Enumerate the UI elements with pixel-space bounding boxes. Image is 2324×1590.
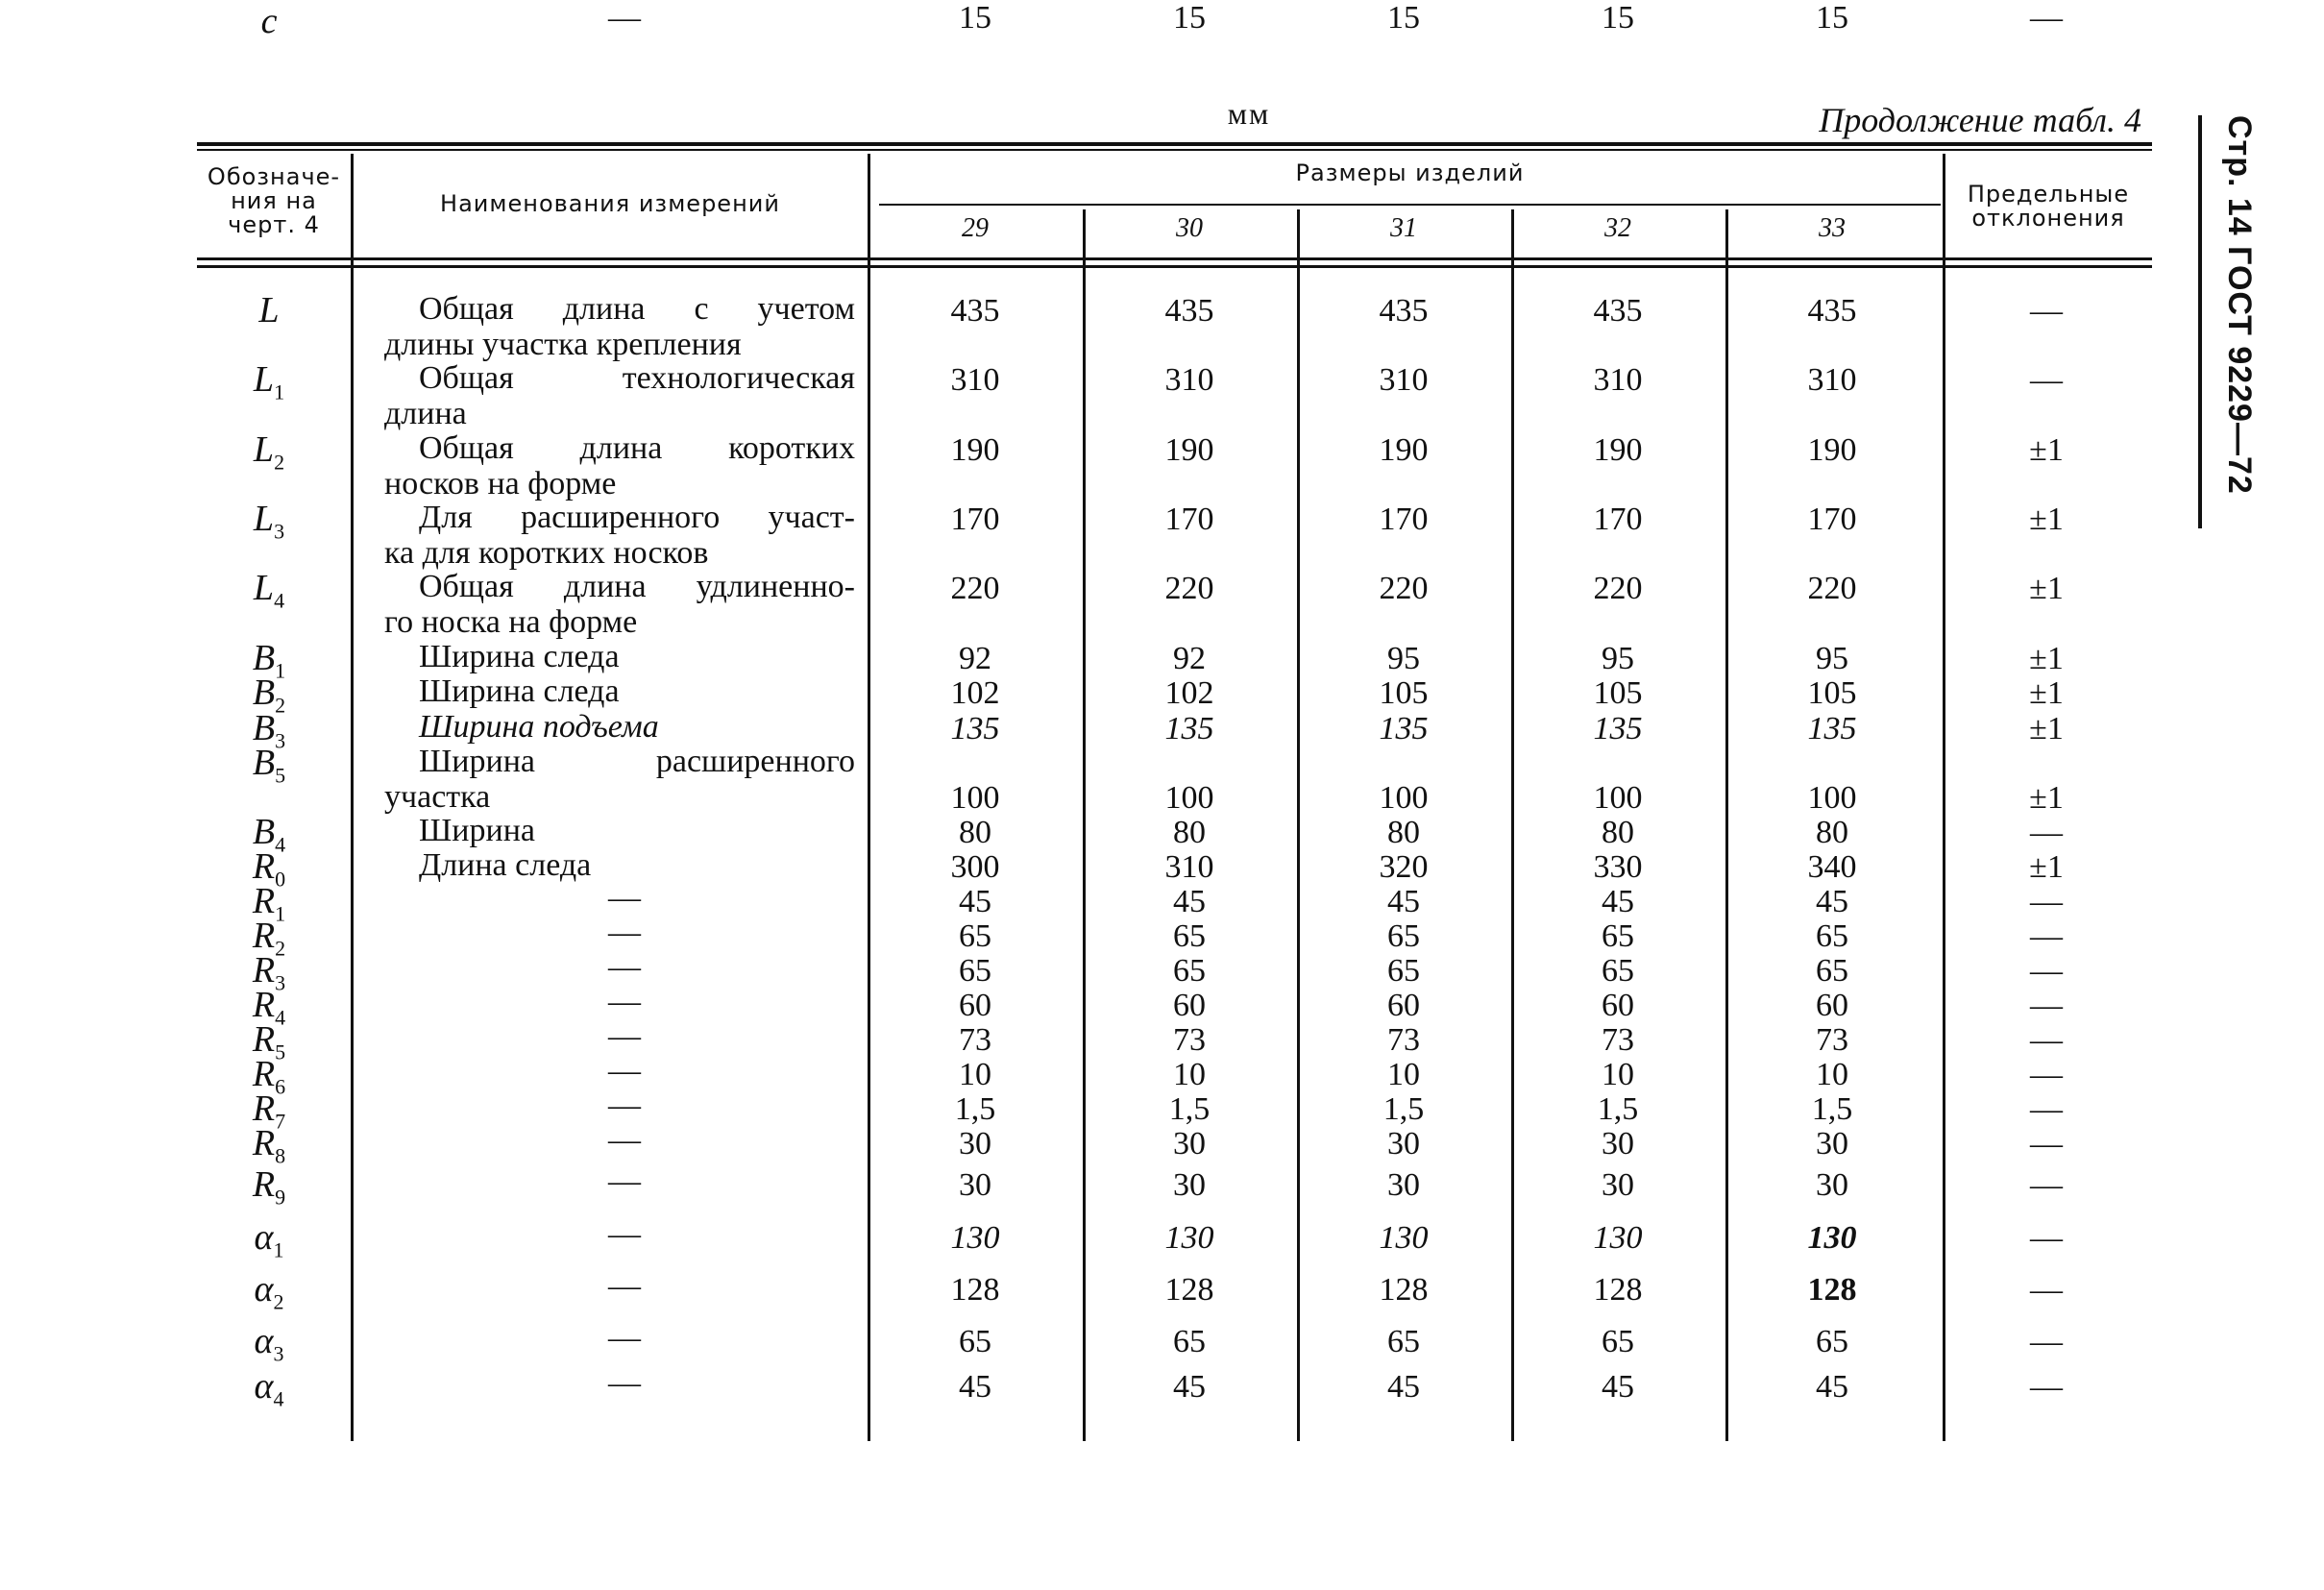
value-size-33: 340 (1807, 849, 1857, 885)
value-size-29: 45 (959, 884, 991, 919)
value-size-29: 80 (959, 815, 991, 850)
value-size-31: 435 (1379, 293, 1429, 329)
value-size-29: 30 (959, 1126, 991, 1162)
value-size-32: 330 (1593, 849, 1643, 885)
value-size-29: 65 (959, 953, 991, 989)
row-designation (216, 567, 322, 614)
value-size-30: 10 (1173, 1057, 1206, 1092)
row-measurement-name: Длина следа (419, 847, 592, 883)
measurement-word: с (694, 291, 709, 327)
value-size-33: 130 (1807, 1220, 1857, 1256)
value-size-32: 30 (1602, 1126, 1634, 1162)
value-size-33: 45 (1816, 884, 1848, 919)
designation-subscript: 3 (273, 1341, 284, 1366)
value-size-30: 60 (1173, 988, 1206, 1023)
designation-symbol: R (252, 1054, 276, 1094)
row-deviation: — (2030, 953, 2063, 989)
value-size-30: 45 (1173, 884, 1206, 919)
designation-subscript: 4 (273, 1386, 284, 1411)
value-size-31: 65 (1387, 918, 1420, 954)
measurement-word: длина (579, 430, 663, 466)
value-size-29: 60 (959, 988, 991, 1023)
row-measurement-name (384, 744, 855, 815)
value-size-31: 128 (1379, 1272, 1429, 1308)
value-size-31: 15 (1387, 0, 1420, 36)
value-size-31: 95 (1387, 641, 1420, 676)
header-deviation-line-2: отклонения (1971, 205, 2125, 232)
value-size-32: 310 (1593, 362, 1643, 398)
value-size-30: 435 (1164, 293, 1214, 329)
designation-symbol: R (252, 1123, 276, 1163)
row-measurement-dash: — (608, 984, 641, 1019)
designation-symbol: c (260, 1, 278, 41)
row-measurement-name: Ширина (419, 813, 535, 848)
row-measurement-name (384, 569, 855, 640)
row-measurement-dash: — (608, 1053, 641, 1089)
value-size-32: 170 (1593, 501, 1643, 537)
designation-symbol: B (252, 812, 276, 852)
value-size-32: 190 (1593, 432, 1643, 468)
designation-subscript: 1 (275, 901, 286, 926)
col-divider-6 (1725, 209, 1728, 1441)
value-size-31: 30 (1387, 1126, 1420, 1162)
designation-subscript: 1 (274, 379, 285, 404)
value-size-33: 30 (1816, 1167, 1848, 1203)
value-size-32: 15 (1602, 0, 1634, 36)
row-measurement-dash: — (608, 880, 641, 916)
value-size-33: 60 (1816, 988, 1848, 1023)
measurement-name-line-2: длины участка крепления (384, 327, 742, 362)
value-size-29: 10 (959, 1057, 991, 1092)
measurement-word: Для (419, 500, 473, 535)
value-size-30: 1,5 (1168, 1091, 1211, 1127)
value-size-32: 105 (1593, 675, 1643, 711)
value-size-31: 220 (1379, 571, 1429, 606)
value-size-33: 1,5 (1811, 1091, 1853, 1127)
value-size-33: 100 (1807, 780, 1857, 816)
row-designation (216, 1365, 322, 1412)
designation-subscript: 1 (273, 1237, 284, 1262)
value-size-32: 128 (1593, 1272, 1643, 1308)
value-size-29: 220 (950, 571, 1000, 606)
value-size-31: 105 (1379, 675, 1429, 711)
value-size-31: 190 (1379, 432, 1429, 468)
value-size-32: 135 (1593, 711, 1643, 746)
row-measurement-dash: — (608, 915, 641, 950)
row-measurement-name: Ширина следа (419, 639, 620, 674)
row-deviation: — (2030, 0, 2063, 36)
value-size-31: 30 (1387, 1167, 1420, 1203)
measurement-name-line-2: носков на форме (384, 466, 617, 501)
measurement-name-line-1 (384, 744, 855, 779)
designation-subscript: 0 (275, 867, 286, 892)
value-size-29: 310 (950, 362, 1000, 398)
value-size-29: 100 (950, 780, 1000, 816)
table-top-rule (197, 142, 2152, 146)
header-deviation-line-1: Предельные (1967, 181, 2130, 208)
value-size-31: 45 (1387, 884, 1420, 919)
value-size-31: 135 (1379, 711, 1429, 746)
row-measurement-dash: — (608, 1320, 641, 1356)
designation-subscript: 3 (274, 519, 285, 544)
value-size-33: 190 (1807, 432, 1857, 468)
value-size-31: 170 (1379, 501, 1429, 537)
row-deviation: — (2030, 1369, 2063, 1405)
row-measurement-dash: — (608, 0, 641, 36)
header-designation (197, 165, 351, 238)
designation-symbol: B (252, 673, 276, 713)
row-measurement-dash: — (608, 1163, 641, 1199)
row-designation (216, 358, 322, 405)
row-deviation: ±1 (2029, 675, 2064, 711)
row-designation (216, 289, 322, 331)
designation-symbol: R (252, 846, 276, 887)
header-product-sizes: Размеры изделий (1295, 159, 1525, 186)
designation-symbol: L (253, 429, 275, 470)
value-size-30: 45 (1173, 1369, 1206, 1405)
value-size-29: 190 (950, 432, 1000, 468)
value-size-29: 102 (950, 675, 1000, 711)
value-size-32: 65 (1602, 918, 1634, 954)
row-measurement-dash: — (608, 1268, 641, 1304)
value-size-31: 10 (1387, 1057, 1420, 1092)
designation-symbol: α (254, 1217, 274, 1258)
value-size-32: 45 (1602, 884, 1634, 919)
row-measurement-name (384, 430, 855, 501)
value-size-33: 95 (1816, 641, 1848, 676)
measurement-name-line-1 (384, 569, 855, 604)
header-designation-line-1: Обозначе- (207, 163, 341, 190)
designation-symbol: R (252, 950, 276, 991)
size-header-33: 33 (1819, 213, 1846, 243)
designation-subscript: 2 (273, 1289, 284, 1314)
size-header-30: 30 (1176, 213, 1203, 243)
value-size-29: 65 (959, 1324, 991, 1359)
designation-symbol: B (252, 708, 276, 748)
col-divider-7 (1943, 154, 1945, 1441)
value-size-30: 65 (1173, 953, 1206, 989)
value-size-32: 435 (1593, 293, 1643, 329)
value-size-32: 73 (1602, 1022, 1634, 1058)
side-rule (2198, 115, 2202, 528)
col-divider-4 (1297, 209, 1300, 1441)
designation-symbol: B (252, 638, 276, 678)
value-size-29: 170 (950, 501, 1000, 537)
value-size-29: 92 (959, 641, 991, 676)
value-size-33: 15 (1816, 0, 1848, 36)
row-measurement-dash: — (608, 1216, 641, 1252)
row-deviation: — (2030, 1057, 2063, 1092)
row-deviation: — (2030, 884, 2063, 919)
measurement-word: расширенного (521, 500, 721, 535)
value-size-32: 65 (1602, 1324, 1634, 1359)
value-size-32: 10 (1602, 1057, 1634, 1092)
value-size-32: 220 (1593, 571, 1643, 606)
header-measurement-names: Наименования измерений (440, 190, 780, 217)
value-size-32: 95 (1602, 641, 1634, 676)
value-size-32: 45 (1602, 1369, 1634, 1405)
value-size-29: 300 (950, 849, 1000, 885)
row-deviation: — (2030, 1126, 2063, 1162)
value-size-30: 310 (1164, 849, 1214, 885)
designation-symbol: R (252, 1019, 276, 1060)
value-size-30: 100 (1164, 780, 1214, 816)
row-measurement-dash: — (608, 1018, 641, 1054)
measurement-word: Ширина (419, 744, 535, 779)
designation-subscript: 5 (275, 763, 286, 788)
value-size-29: 128 (950, 1272, 1000, 1308)
row-deviation: — (2030, 1324, 2063, 1359)
row-deviation: ±1 (2029, 780, 2064, 816)
designation-subscript: 4 (275, 832, 286, 857)
value-size-30: 65 (1173, 918, 1206, 954)
measurement-name-line-1 (384, 360, 855, 396)
value-size-31: 60 (1387, 988, 1420, 1023)
value-size-31: 73 (1387, 1022, 1420, 1058)
value-size-31: 45 (1387, 1369, 1420, 1405)
value-size-30: 73 (1173, 1022, 1206, 1058)
value-size-32: 100 (1593, 780, 1643, 816)
row-measurement-dash: — (608, 1122, 641, 1158)
size-header-29: 29 (962, 213, 989, 243)
value-size-31: 80 (1387, 815, 1420, 850)
value-size-30: 30 (1173, 1167, 1206, 1203)
value-size-33: 135 (1807, 711, 1857, 746)
row-designation (216, 498, 322, 545)
row-deviation: ±1 (2029, 711, 2064, 746)
value-size-29: 135 (950, 711, 1000, 746)
col-divider-2 (868, 154, 870, 1441)
value-size-30: 310 (1164, 362, 1214, 398)
value-size-29: 1,5 (954, 1091, 996, 1127)
value-size-32: 30 (1602, 1167, 1634, 1203)
row-deviation: — (2030, 362, 2063, 398)
measurement-name-line-1 (384, 500, 855, 535)
row-deviation: — (2030, 1167, 2063, 1203)
designation-subscript: 9 (275, 1185, 286, 1210)
measurement-word: расширенного (655, 744, 855, 779)
size-header-31: 31 (1390, 213, 1417, 243)
value-size-33: 65 (1816, 1324, 1848, 1359)
measurement-word: учетом (757, 291, 855, 327)
designation-symbol: R (252, 916, 276, 956)
col-divider-5 (1511, 209, 1514, 1441)
header-designation-line-3: черт. 4 (228, 211, 320, 239)
row-measurement-name: Ширина следа (419, 673, 620, 709)
row-deviation: ±1 (2029, 501, 2064, 537)
row-deviation: — (2030, 1091, 2063, 1127)
row-deviation: — (2030, 1022, 2063, 1058)
measurement-word: Общая (419, 430, 514, 466)
measurement-word: Общая (419, 291, 514, 327)
header-limit-deviations (1947, 183, 2149, 231)
measurement-name-line-2: участка (384, 779, 491, 815)
header-designation-line-2: ния на (231, 187, 317, 215)
designation-symbol: R (252, 985, 276, 1025)
designation-subscript: 1 (275, 658, 286, 683)
designation-subscript: 3 (275, 728, 286, 753)
designation-symbol: L (253, 499, 275, 539)
row-measurement-dash: — (608, 1088, 641, 1123)
value-size-33: 128 (1807, 1272, 1857, 1308)
row-measurement-name (384, 291, 855, 362)
value-size-33: 220 (1807, 571, 1857, 606)
value-size-30: 190 (1164, 432, 1214, 468)
value-size-33: 435 (1807, 293, 1857, 329)
value-size-30: 170 (1164, 501, 1214, 537)
value-size-29: 435 (950, 293, 1000, 329)
page-side-title: Стр. 14 ГОСТ 9229—72 (2221, 115, 2258, 495)
table-top-rule-thin (197, 149, 2152, 151)
row-designation (216, 742, 322, 789)
value-size-33: 45 (1816, 1369, 1848, 1405)
value-size-30: 130 (1164, 1220, 1214, 1256)
designation-subscript: 7 (275, 1109, 286, 1134)
value-size-33: 310 (1807, 362, 1857, 398)
designation-subscript: 4 (275, 1005, 286, 1030)
value-size-29: 65 (959, 918, 991, 954)
value-size-31: 1,5 (1382, 1091, 1425, 1127)
designation-subscript: 6 (275, 1074, 286, 1099)
value-size-30: 30 (1173, 1126, 1206, 1162)
value-size-31: 65 (1387, 1324, 1420, 1359)
value-size-31: 310 (1379, 362, 1429, 398)
value-size-30: 102 (1164, 675, 1214, 711)
value-size-30: 80 (1173, 815, 1206, 850)
value-size-30: 15 (1173, 0, 1206, 36)
row-deviation: — (2030, 988, 2063, 1023)
value-size-32: 80 (1602, 815, 1634, 850)
row-designation (216, 1320, 322, 1367)
designation-subscript: 2 (275, 936, 286, 961)
value-size-31: 130 (1379, 1220, 1429, 1256)
value-size-30: 220 (1164, 571, 1214, 606)
col-divider-1 (351, 154, 354, 1441)
measurement-name-line-2: го носка на форме (384, 604, 638, 640)
designation-subscript: 4 (274, 588, 285, 613)
header-bottom-rule-2 (197, 265, 2152, 268)
measurement-word: Общая (419, 360, 514, 396)
value-size-33: 105 (1807, 675, 1857, 711)
measurement-name-line-1 (384, 291, 855, 327)
value-size-33: 73 (1816, 1022, 1848, 1058)
designation-symbol: α (254, 1269, 274, 1309)
value-size-31: 320 (1379, 849, 1429, 885)
row-measurement-name (384, 500, 855, 571)
col-divider-3 (1083, 209, 1086, 1441)
row-deviation: — (2030, 815, 2063, 850)
designation-symbol: R (252, 1089, 276, 1129)
value-size-33: 65 (1816, 918, 1848, 954)
designation-symbol: L (253, 568, 275, 608)
row-measurement-name: Ширина подъема (419, 709, 659, 745)
row-deviation: — (2030, 293, 2063, 329)
measurement-word: удлиненно- (696, 569, 855, 604)
row-designation (216, 1122, 322, 1169)
value-size-33: 80 (1816, 815, 1848, 850)
designation-subscript: 3 (275, 970, 286, 995)
measurement-name-line-2: длина (384, 396, 467, 431)
value-size-32: 130 (1593, 1220, 1643, 1256)
row-deviation: — (2030, 1220, 2063, 1256)
value-size-30: 128 (1164, 1272, 1214, 1308)
table-continuation-caption: Продолжение табл. 4 (1819, 101, 2141, 139)
value-size-33: 30 (1816, 1126, 1848, 1162)
designation-symbol: L (258, 290, 280, 330)
designation-subscript: 2 (274, 450, 285, 475)
row-designation (216, 1163, 322, 1211)
value-size-30: 92 (1173, 641, 1206, 676)
designation-symbol: R (252, 1164, 276, 1205)
value-size-29: 45 (959, 1369, 991, 1405)
measurement-word: длина (562, 291, 646, 327)
units-label: мм (1227, 96, 1271, 131)
value-size-29: 130 (950, 1220, 1000, 1256)
value-size-33: 65 (1816, 953, 1848, 989)
designation-symbol: B (252, 743, 276, 783)
measurement-word: Общая (419, 569, 514, 604)
row-deviation: — (2030, 918, 2063, 954)
measurement-word: длина (563, 569, 647, 604)
measurement-word: технологическая (622, 360, 855, 396)
row-designation (216, 1268, 322, 1315)
value-size-32: 1,5 (1597, 1091, 1639, 1127)
row-designation (216, 428, 322, 476)
row-deviation: ±1 (2029, 641, 2064, 676)
value-size-29: 30 (959, 1167, 991, 1203)
designation-symbol: R (252, 881, 276, 921)
measurement-word: участ- (768, 500, 855, 535)
value-size-30: 65 (1173, 1324, 1206, 1359)
row-deviation: — (2030, 1272, 2063, 1308)
value-size-31: 65 (1387, 953, 1420, 989)
value-size-30: 135 (1164, 711, 1214, 746)
value-size-32: 60 (1602, 988, 1634, 1023)
value-size-29: 73 (959, 1022, 991, 1058)
row-designation (216, 0, 322, 42)
measurement-word: коротких (728, 430, 855, 466)
designation-symbol: L (253, 359, 275, 400)
row-deviation: ±1 (2029, 571, 2064, 606)
row-deviation: ±1 (2029, 849, 2064, 885)
value-size-33: 170 (1807, 501, 1857, 537)
designation-subscript: 2 (275, 693, 286, 718)
value-size-29: 15 (959, 0, 991, 36)
row-designation (216, 1216, 322, 1263)
measurement-name-line-2: ка для коротких носков (384, 535, 709, 571)
designation-subscript: 5 (275, 1040, 286, 1064)
sizes-subheader-rule (879, 204, 1941, 206)
value-size-31: 100 (1379, 780, 1429, 816)
measurement-name-line-1 (384, 430, 855, 466)
value-size-33: 10 (1816, 1057, 1848, 1092)
designation-subscript: 8 (275, 1143, 286, 1168)
row-measurement-name (384, 360, 855, 431)
designation-symbol: α (254, 1321, 274, 1361)
value-size-32: 65 (1602, 953, 1634, 989)
row-deviation: ±1 (2029, 432, 2064, 468)
row-measurement-dash: — (608, 949, 641, 985)
designation-symbol: α (254, 1366, 274, 1407)
header-bottom-rule (197, 257, 2152, 260)
size-header-32: 32 (1604, 213, 1631, 243)
row-measurement-dash: — (608, 1365, 641, 1401)
